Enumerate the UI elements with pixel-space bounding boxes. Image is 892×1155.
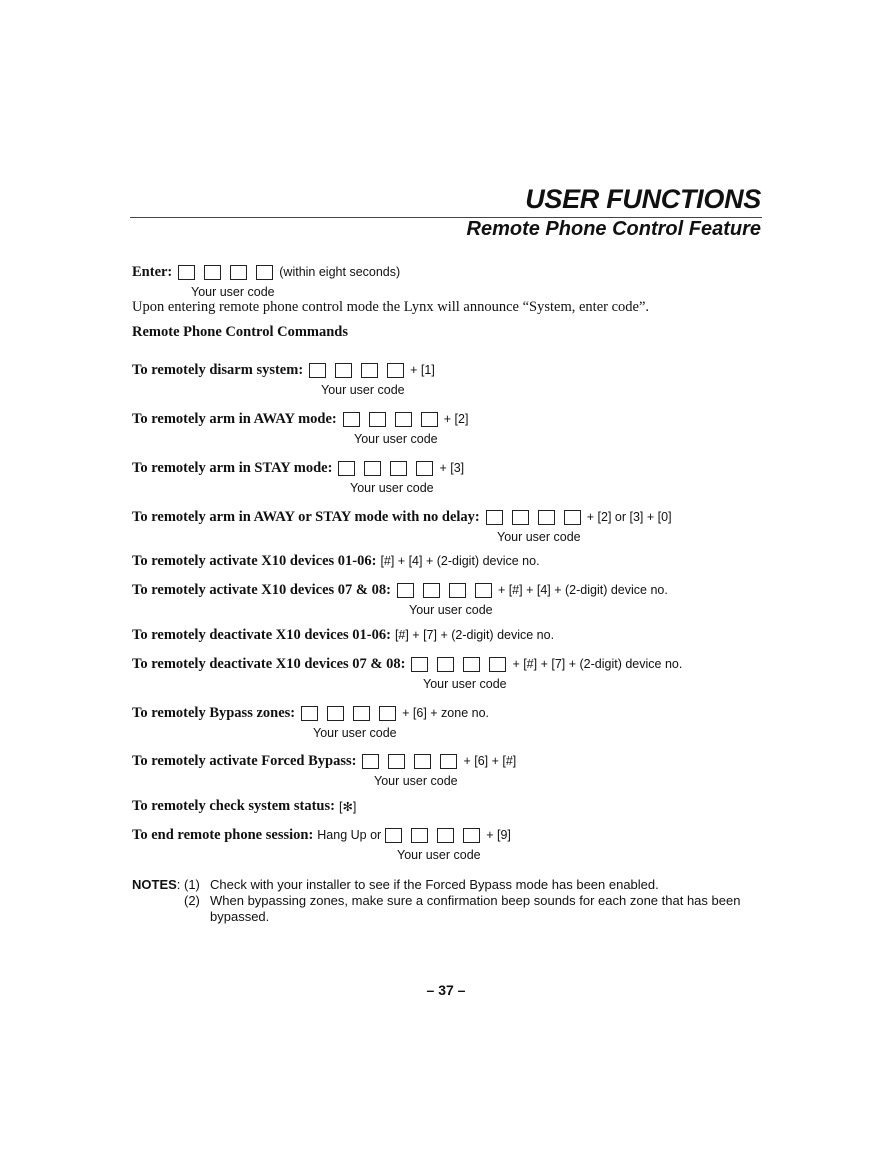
command-row	[132, 360, 435, 380]
command-row	[132, 458, 464, 478]
command-row	[132, 580, 668, 600]
code-digit-box	[385, 828, 402, 843]
command-label: To remotely activate X10 devices 07 & 08:	[132, 581, 391, 598]
code-digit-box	[397, 583, 414, 598]
code-digit-box	[489, 657, 506, 672]
command-row	[132, 551, 540, 571]
command-suffix: + [1]	[410, 363, 435, 377]
command-label: To remotely arm in AWAY mode:	[132, 410, 337, 427]
code-digit-box	[364, 461, 381, 476]
notes: NOTES: (1) Check with your installer to see if the Forced Bypass mode has been enabled. (2) When bypassing zones, make sure a confirmation beep sounds for each zone that has been bypassed.	[132, 877, 772, 925]
code-boxes	[301, 706, 396, 721]
code-digit-box	[361, 363, 378, 378]
page-title: USER FUNCTIONS	[525, 184, 761, 214]
code-boxes	[486, 510, 581, 525]
code-digit-box	[204, 265, 221, 280]
command-suffix: + [#] + [7] + (2-digit) device no.	[512, 657, 683, 671]
code-digit-box	[411, 657, 428, 672]
code-digit-box	[343, 412, 360, 427]
code-digit-box	[411, 828, 428, 843]
enter-row	[132, 262, 400, 282]
command-row	[132, 409, 468, 429]
command-suffix: + [6] + zone no.	[402, 706, 489, 720]
code-digit-box	[309, 363, 326, 378]
command-suffix: [#] + [7] + (2-digit) device no.	[394, 628, 555, 642]
command-label: To remotely activate X10 devices 01-06:	[132, 552, 377, 569]
command-suffix: + [#] + [4] + (2-digit) device no.	[497, 583, 668, 597]
code-digit-box	[390, 461, 407, 476]
note-number: (2)	[184, 893, 200, 908]
command-row	[132, 825, 511, 845]
code-boxes	[309, 363, 404, 378]
command-row	[132, 796, 356, 816]
command-row	[132, 751, 516, 771]
code-caption: Your user code	[191, 285, 275, 299]
command-label: To remotely activate Forced Bypass:	[132, 752, 357, 769]
code-digit-box	[388, 754, 405, 769]
command-label: To remotely disarm system:	[132, 361, 304, 378]
intro-text: Upon entering remote phone control mode the Lynx will announce “System, enter code”.	[132, 299, 650, 315]
code-boxes	[343, 412, 438, 427]
code-digit-box	[395, 412, 412, 427]
command-row	[132, 654, 682, 674]
code-digit-box	[353, 706, 370, 721]
command-suffix: + [6] + [#]	[463, 754, 517, 768]
code-digit-box	[369, 412, 386, 427]
code-digit-box	[437, 828, 454, 843]
command-label: To end remote phone session:	[132, 826, 314, 843]
code-digit-box	[486, 510, 503, 525]
code-caption: Your user code	[313, 726, 397, 740]
code-digit-box	[449, 583, 466, 598]
code-digit-box	[256, 265, 273, 280]
note-text: Check with your installer to see if the Forced Bypass mode has been enabled.	[210, 877, 659, 892]
section-title: Remote Phone Control Commands	[132, 324, 349, 340]
code-digit-box	[564, 510, 581, 525]
note-text: When bypassing zones, make sure a confirmation beep sounds for each zone that has been bypassed.	[210, 893, 741, 924]
command-prefix: Hang Up or	[317, 828, 382, 842]
command-suffix: + [2]	[443, 412, 469, 426]
command-suffix: + [3]	[439, 461, 465, 475]
code-digit-box	[301, 706, 318, 721]
command-label: To remotely check system status:	[132, 797, 335, 814]
command-label: To remotely Bypass zones:	[132, 704, 296, 721]
code-digit-box	[538, 510, 555, 525]
code-digit-box	[423, 583, 440, 598]
code-caption: Your user code	[397, 848, 481, 862]
code-digit-box	[463, 828, 480, 843]
code-digit-box	[230, 265, 247, 280]
code-digit-box	[362, 754, 379, 769]
enter-suffix: (within eight seconds)	[279, 265, 401, 279]
code-boxes	[411, 657, 506, 672]
command-suffix: + [9]	[486, 828, 511, 842]
code-caption: Your user code	[354, 432, 438, 446]
enter-label: Enter:	[132, 263, 173, 280]
code-caption: Your user code	[321, 383, 405, 397]
page-number: – 37 –	[426, 982, 466, 998]
code-digit-box	[512, 510, 529, 525]
command-label: To remotely arm in AWAY or STAY mode with no delay:	[132, 508, 480, 525]
note-number: (1)	[184, 877, 200, 892]
command-row	[132, 625, 554, 645]
code-digit-box	[414, 754, 431, 769]
code-digit-box	[338, 461, 355, 476]
code-digit-box	[421, 412, 438, 427]
code-digit-box	[416, 461, 433, 476]
code-digit-box	[178, 265, 195, 280]
code-caption: Your user code	[374, 774, 458, 788]
command-suffix: [#] + [4] + (2-digit) device no.	[380, 554, 540, 568]
code-digit-box	[440, 754, 457, 769]
command-row	[132, 507, 672, 527]
code-digit-box	[335, 363, 352, 378]
code-digit-box	[379, 706, 396, 721]
code-caption: Your user code	[423, 677, 507, 691]
code-digit-box	[463, 657, 480, 672]
code-digit-box	[437, 657, 454, 672]
code-boxes	[362, 754, 457, 769]
code-digit-box	[475, 583, 492, 598]
code-boxes	[338, 461, 433, 476]
command-suffix: [✻]	[338, 799, 357, 814]
notes-label: NOTES	[132, 877, 177, 892]
code-caption: Your user code	[409, 603, 493, 617]
code-boxes	[178, 265, 273, 280]
command-label: To remotely deactivate X10 devices 01-06:	[132, 626, 391, 643]
code-boxes	[397, 583, 492, 598]
code-caption: Your user code	[350, 481, 434, 495]
code-digit-box	[387, 363, 404, 378]
command-suffix: + [2] or [3] + [0]	[586, 510, 672, 524]
command-row	[132, 703, 489, 723]
code-digit-box	[327, 706, 344, 721]
command-label: To remotely deactivate X10 devices 07 & 08:	[132, 655, 406, 672]
code-caption: Your user code	[497, 530, 581, 544]
page-subtitle: Remote Phone Control Feature	[466, 218, 761, 240]
code-boxes	[385, 828, 480, 843]
command-label: To remotely arm in STAY mode:	[132, 459, 333, 476]
